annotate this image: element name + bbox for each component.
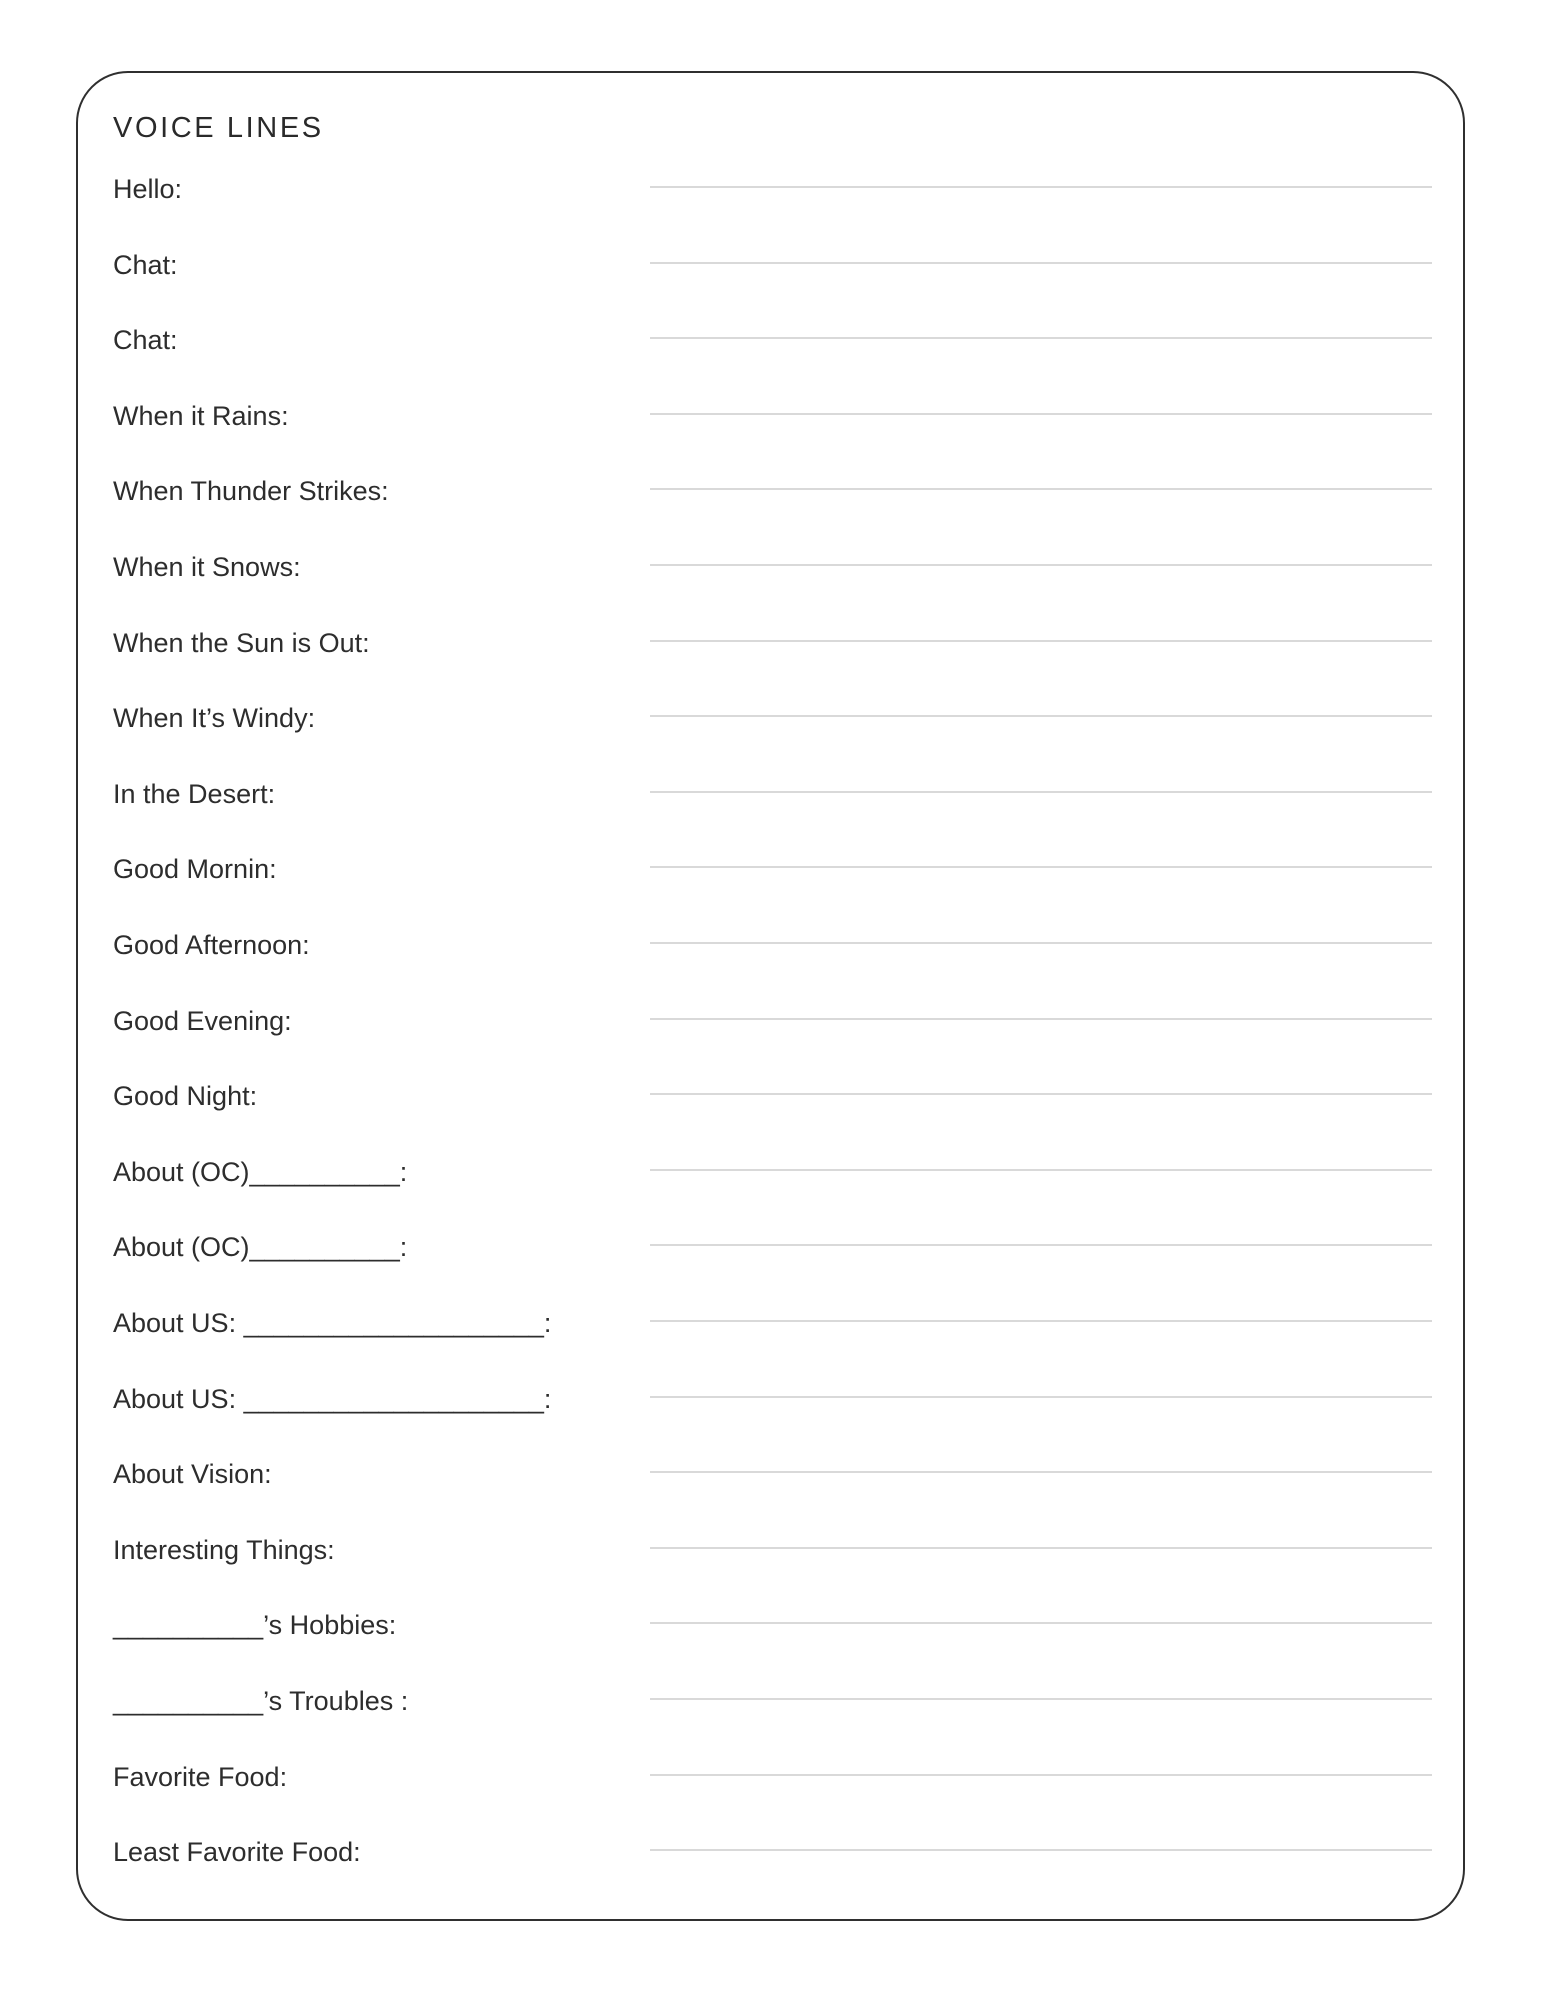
field-label: In the Desert:: [113, 778, 276, 809]
field-label: Good Afternoon:: [113, 930, 310, 960]
answer-line[interactable]: [650, 1244, 1432, 1246]
answer-line[interactable]: [650, 791, 1432, 793]
voice-lines-card: [76, 71, 1465, 1921]
field-label: About Vision:: [113, 1459, 272, 1490]
answer-line[interactable]: [650, 1093, 1432, 1095]
field-label: Favorite Food:: [113, 1761, 288, 1792]
field-label: Good Mornin:: [113, 854, 277, 885]
field-label: About US: ____________________:: [113, 1308, 552, 1338]
field-label: When it Rains:: [113, 400, 289, 431]
field-label: Chat:: [113, 249, 178, 280]
answer-line[interactable]: [650, 1396, 1432, 1398]
answer-line[interactable]: [650, 413, 1432, 415]
answer-line[interactable]: [650, 564, 1432, 566]
answer-line[interactable]: [650, 1547, 1432, 1549]
field-label: Least Favorite Food:: [113, 1837, 361, 1868]
field-label: About (OC)__________:: [113, 1232, 408, 1263]
answer-line[interactable]: [650, 1849, 1432, 1851]
field-label: About (OC)__________:: [113, 1156, 408, 1187]
answer-line[interactable]: [650, 1169, 1432, 1171]
answer-line[interactable]: [650, 1774, 1432, 1776]
answer-line[interactable]: [650, 1471, 1432, 1473]
answer-line[interactable]: [650, 186, 1432, 188]
field-label: About US: ____________________:: [113, 1383, 552, 1414]
answer-line[interactable]: [650, 942, 1432, 944]
answer-line[interactable]: [650, 1622, 1432, 1624]
section-title: VOICE LINES: [113, 112, 324, 144]
field-label: When it Snows:: [113, 552, 301, 582]
answer-line[interactable]: [650, 1018, 1432, 1020]
field-label: Chat:: [113, 325, 178, 356]
field-label: When Thunder Strikes:: [113, 476, 389, 507]
field-label: Good Evening:: [113, 1005, 292, 1036]
answer-line[interactable]: [650, 337, 1432, 339]
answer-line[interactable]: [650, 262, 1432, 264]
field-label: __________’s Hobbies:: [113, 1610, 397, 1641]
field-label: Good Night:: [113, 1081, 258, 1112]
answer-line[interactable]: [650, 640, 1432, 642]
field-label: When It’s Windy:: [113, 703, 316, 734]
answer-line[interactable]: [650, 1320, 1432, 1322]
answer-line[interactable]: [650, 488, 1432, 490]
answer-line[interactable]: [650, 866, 1432, 868]
field-label: __________’s Troubles :: [113, 1686, 409, 1716]
field-label: Interesting Things:: [113, 1534, 335, 1565]
field-label: When the Sun is Out:: [113, 627, 370, 658]
answer-line[interactable]: [650, 715, 1432, 717]
field-label: Hello:: [113, 174, 183, 204]
answer-line[interactable]: [650, 1698, 1432, 1700]
